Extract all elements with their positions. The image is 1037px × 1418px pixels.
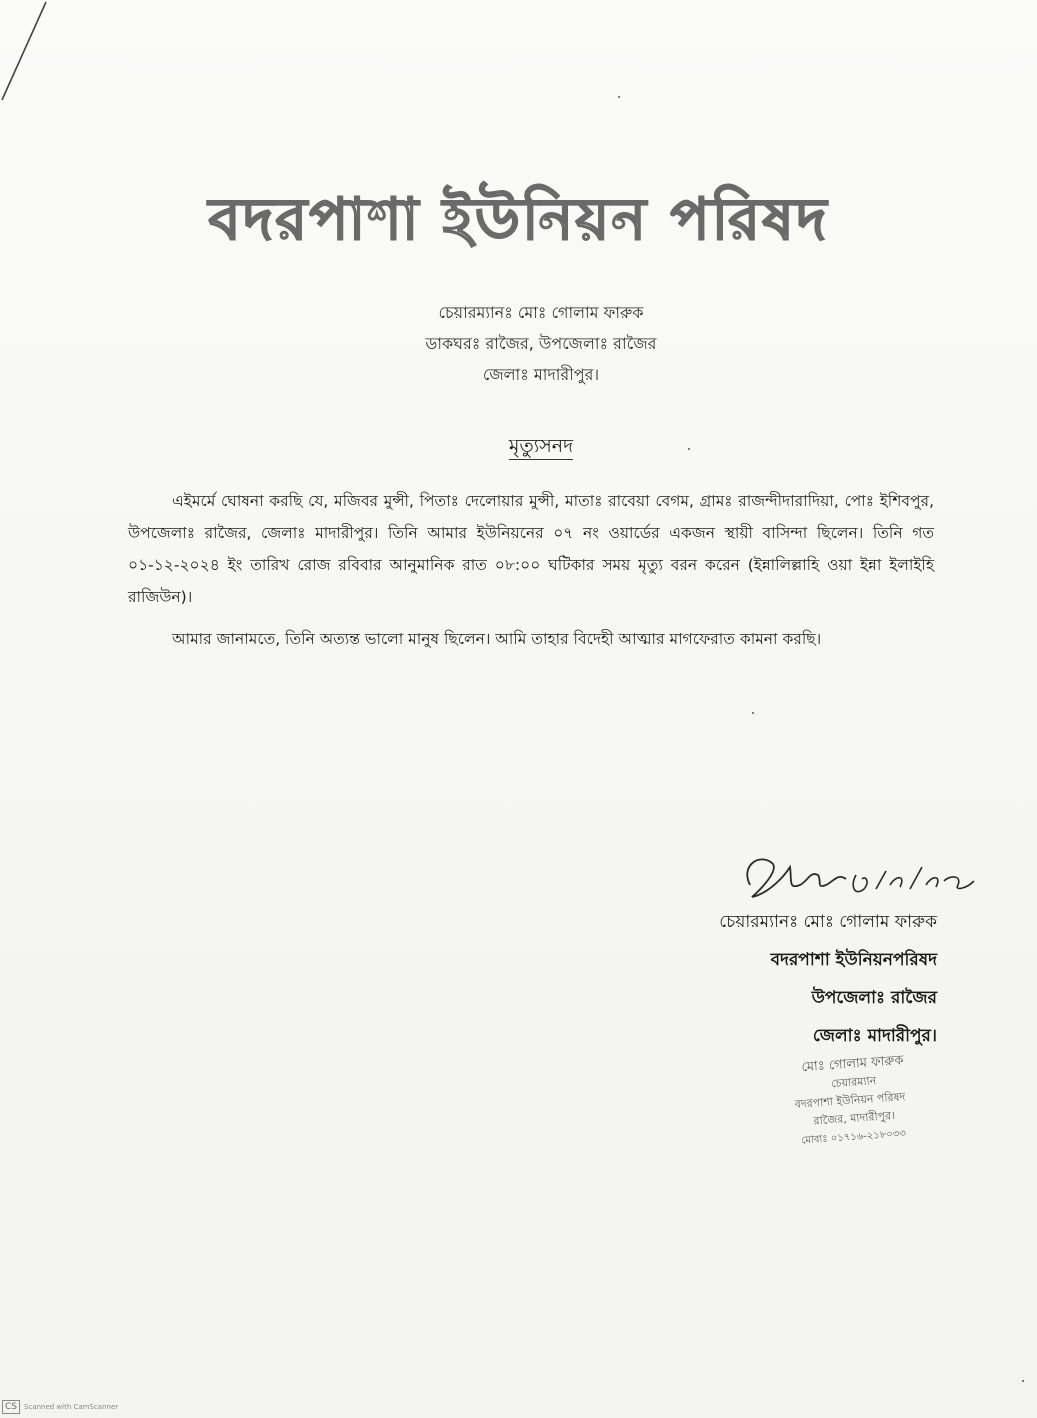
union-council-title: বদরপাশা ইউনিয়ন পরিষদ	[208, 185, 829, 253]
scanner-text: Scanned with CamScanner	[24, 1403, 119, 1411]
stamp-line-4: রাজৈর, মাদারীপুর।	[813, 1108, 896, 1128]
post-office-line: ডাকঘরঃ রাজৈর, উপজেলাঃ রাজৈর	[425, 334, 657, 353]
stamp-line-2: চেয়ারম্যান	[830, 1074, 877, 1091]
body-paragraph-1: এইমর্মে ঘোষনা করছি যে, মজিবর মুন্সী, পিতাঃ দেলোয়ার মুন্সী, মাতাঃ রাবেয়া বেগম, গ্রামঃ রাজন্দীদারাদিয়া, পোঃ ইশিবপুর, উপজেলাঃ রাজৈর, জেলাঃ মাদারীপুর। তিনি আমার ইউনিয়নের ০৭ নং ওয়ার্ডের একজন স্থায়ী বাসিন্দা ছিলেন। তিনি গত ০১-১২-২০২৪ ইং তারিখ রোজ রবিবার আনুমানিক রাত ০৮:০০ ঘটিকার সময় মৃত্যু বরন করেন (ইন্নালিল্লাহি ওয়া ইন্না ইলাইহি রাজিউন)।	[128, 492, 934, 606]
body-paragraph-2: আমার জানামতে, তিনি অত্যন্ত ভালো মানুষ ছিলেন। আমি তাহার বিদেহী আত্মার মাগফেরাত কামনা করছি।	[172, 630, 822, 648]
signatory-district: জেলাঃ মাদারীপুর।	[812, 1026, 937, 1046]
scan-speck	[1022, 1380, 1024, 1382]
scan-speck	[688, 448, 690, 450]
signatory-upazila: উপজেলাঃ রাজৈর	[811, 988, 937, 1008]
stamp-line-5: মোবাঃ ০১৭১৬-২১৮০৩৩	[801, 1128, 907, 1147]
signatory-union: বদরপাশা ইউনিয়নপরিষদ	[770, 950, 937, 970]
stamp-line-1: মোঃ গোলাম ফারুক	[801, 1053, 904, 1076]
scanner-badge: CS	[2, 1400, 20, 1414]
certificate-body	[128, 485, 934, 655]
chairman-line: চেয়ারম্যানঃ মোঃ গোলাম ফারুক	[438, 303, 644, 322]
signatory-chairman: চেয়ারম্যানঃ মোঃ গোলাম ফারুক	[719, 912, 937, 932]
certificate-heading-text: মৃত্যুসনদ	[509, 435, 573, 460]
scan-speck	[618, 96, 620, 98]
stamp-line-3: বদরপাশা ইউনিয়ন পরিষদ	[794, 1090, 906, 1111]
paper-fold-line	[0, 0, 70, 110]
scanner-watermark	[2, 1400, 118, 1414]
certificate-heading	[0, 432, 1037, 464]
official-seal-stamp	[742, 1043, 958, 1157]
letterhead-details	[0, 297, 1037, 390]
scan-speck	[752, 712, 754, 714]
signatory-block	[719, 903, 937, 1055]
district-line: জেলাঃ মাদারীপুর।	[482, 365, 600, 384]
